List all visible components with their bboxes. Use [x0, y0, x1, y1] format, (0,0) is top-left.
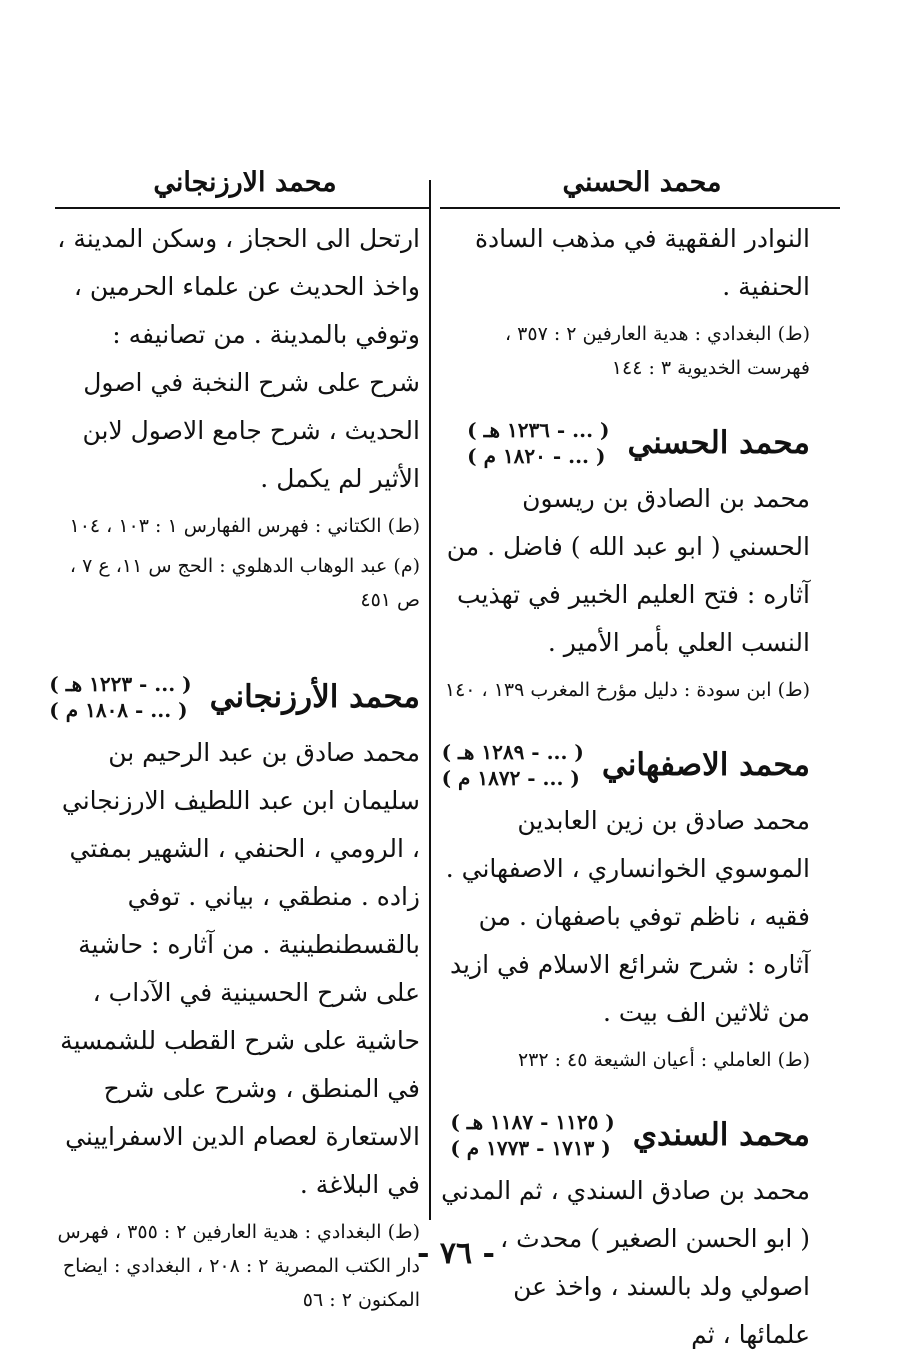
continuation-source: (ط) البغدادي : هدية العارفين ٢ : ٣٥٧ ، فهرست الخديوية ٣ : ١٤٤: [505, 323, 810, 379]
entry-dates: [49, 671, 191, 723]
right-column: [440, 215, 810, 1359]
entry-source: (ط) ابن سودة : دليل مؤرخ المغرب ١٣٩ ، ١٤٠: [444, 679, 810, 701]
date-gregorian: ( ١٧١٣ - ١٧٧٣ م ): [450, 1136, 611, 1160]
entry-source: (ط) العاملي : أعيان الشيعة ٤٥ : ٢٣٢: [517, 1049, 810, 1071]
date-hijri: ( ... - ١٢٢٣ هـ ): [49, 672, 192, 696]
column-divider: [429, 180, 431, 1220]
page-number: - ٧٦ -: [416, 1236, 496, 1271]
entry-text: محمد صادق بن زين العابدين الموسوي الخوانساري ، الاصفهاني . فقيه ، ناظم توفي باصفهان . من آثاره : شرح شرائع الاسلام في ازيد من ثلاثين الف بيت .: [445, 806, 810, 1027]
header-rule-right: [440, 207, 840, 209]
continuation-source: (ط) الكتاني : فهرس الفهارس ١ : ١٠٣ ، ١٠٤: [69, 515, 420, 537]
running-header-right: محمد الحسني: [562, 167, 722, 198]
entry-heading: [49, 665, 420, 729]
date-hijri: ( ... - ١٢٨٩ هـ ): [441, 740, 584, 764]
entry-text: محمد صادق بن عبد الرحيم بن سليمان ابن عبد اللطيف الارزنجاني ، الرومي ، الحنفي ، الشهير بمفتي زاده . منطقي ، بياني . توفي بالقسطنطينية . من آثاره : حاشية على شرح الحسينية في الآداب ، حاشية على شرح القطب للشمسية في المنطق ، وشرح على شرح الاستعارة لعصام الدين الاسفراييني في البلاغة .: [60, 738, 420, 1199]
running-header-left: محمد الارزنجاني: [153, 167, 337, 198]
continuation-text: ارتحل الى الحجاز ، وسكن المدينة ، واخذ الحديث عن علماء الحرمين ، وتوفي بالمدينة . من تصانيفه : شرح على شرح النخبة في اصول الحديث ، شرح جامع الاصول لابن الأثير لم يكمل .: [57, 224, 420, 493]
continuation-source: (م) عبد الوهاب الدهلوي : الحج س ١١، ع ٧ ، ص ٤٥١: [69, 555, 420, 611]
header-rule-left: [55, 207, 430, 209]
entry-heading: [440, 733, 810, 797]
date-gregorian: ( ... - ١٨٢٠ م ): [467, 444, 606, 468]
entry-name: محمد الحسني: [627, 425, 810, 461]
entry-name: محمد الأرزنجاني: [209, 679, 420, 715]
date-gregorian: ( ... - ١٨٠٨ م ): [49, 698, 188, 722]
entry-dates: [450, 1109, 614, 1161]
left-column: [49, 215, 420, 1317]
entry-name: محمد الاصفهاني: [601, 747, 810, 783]
date-hijri: ( ١١٢٥ - ١١٨٧ هـ ): [450, 1110, 615, 1134]
entry-heading: [440, 411, 810, 475]
continuation-text: النوادر الفقهية في مذهب السادة الحنفية .: [474, 224, 810, 301]
entry-dates: [467, 417, 609, 469]
date-hijri: ( ... - ١٢٣٦ هـ ): [467, 418, 610, 442]
date-gregorian: ( ... - ١٨٧٢ م ): [441, 766, 580, 790]
entry-heading: [440, 1103, 810, 1167]
entry-dates: [442, 739, 584, 791]
entry-name: محمد السندي: [632, 1117, 810, 1153]
entry-text: محمد بن الصادق بن ريسون الحسني ( ابو عبد الله ) فاضل . من آثاره : فتح العليم الخبير في تهذيب النسب العلي بأمر الأمير .: [446, 484, 810, 657]
entry-text: محمد بن صادق السندي ، ثم المدني ( ابو الحسن الصغير ) محدث ، اصولي ولد بالسند ، واخذ عن علمائها ، ثم: [441, 1176, 810, 1349]
entry-source: (ط) البغدادي : هدية العارفين ٢ : ٣٥٥ ، فهرس دار الكتب المصرية ٢ : ٢٠٨ ، البغدادي : ايضاح المكنون ٢ : ٥٦: [57, 1221, 420, 1311]
